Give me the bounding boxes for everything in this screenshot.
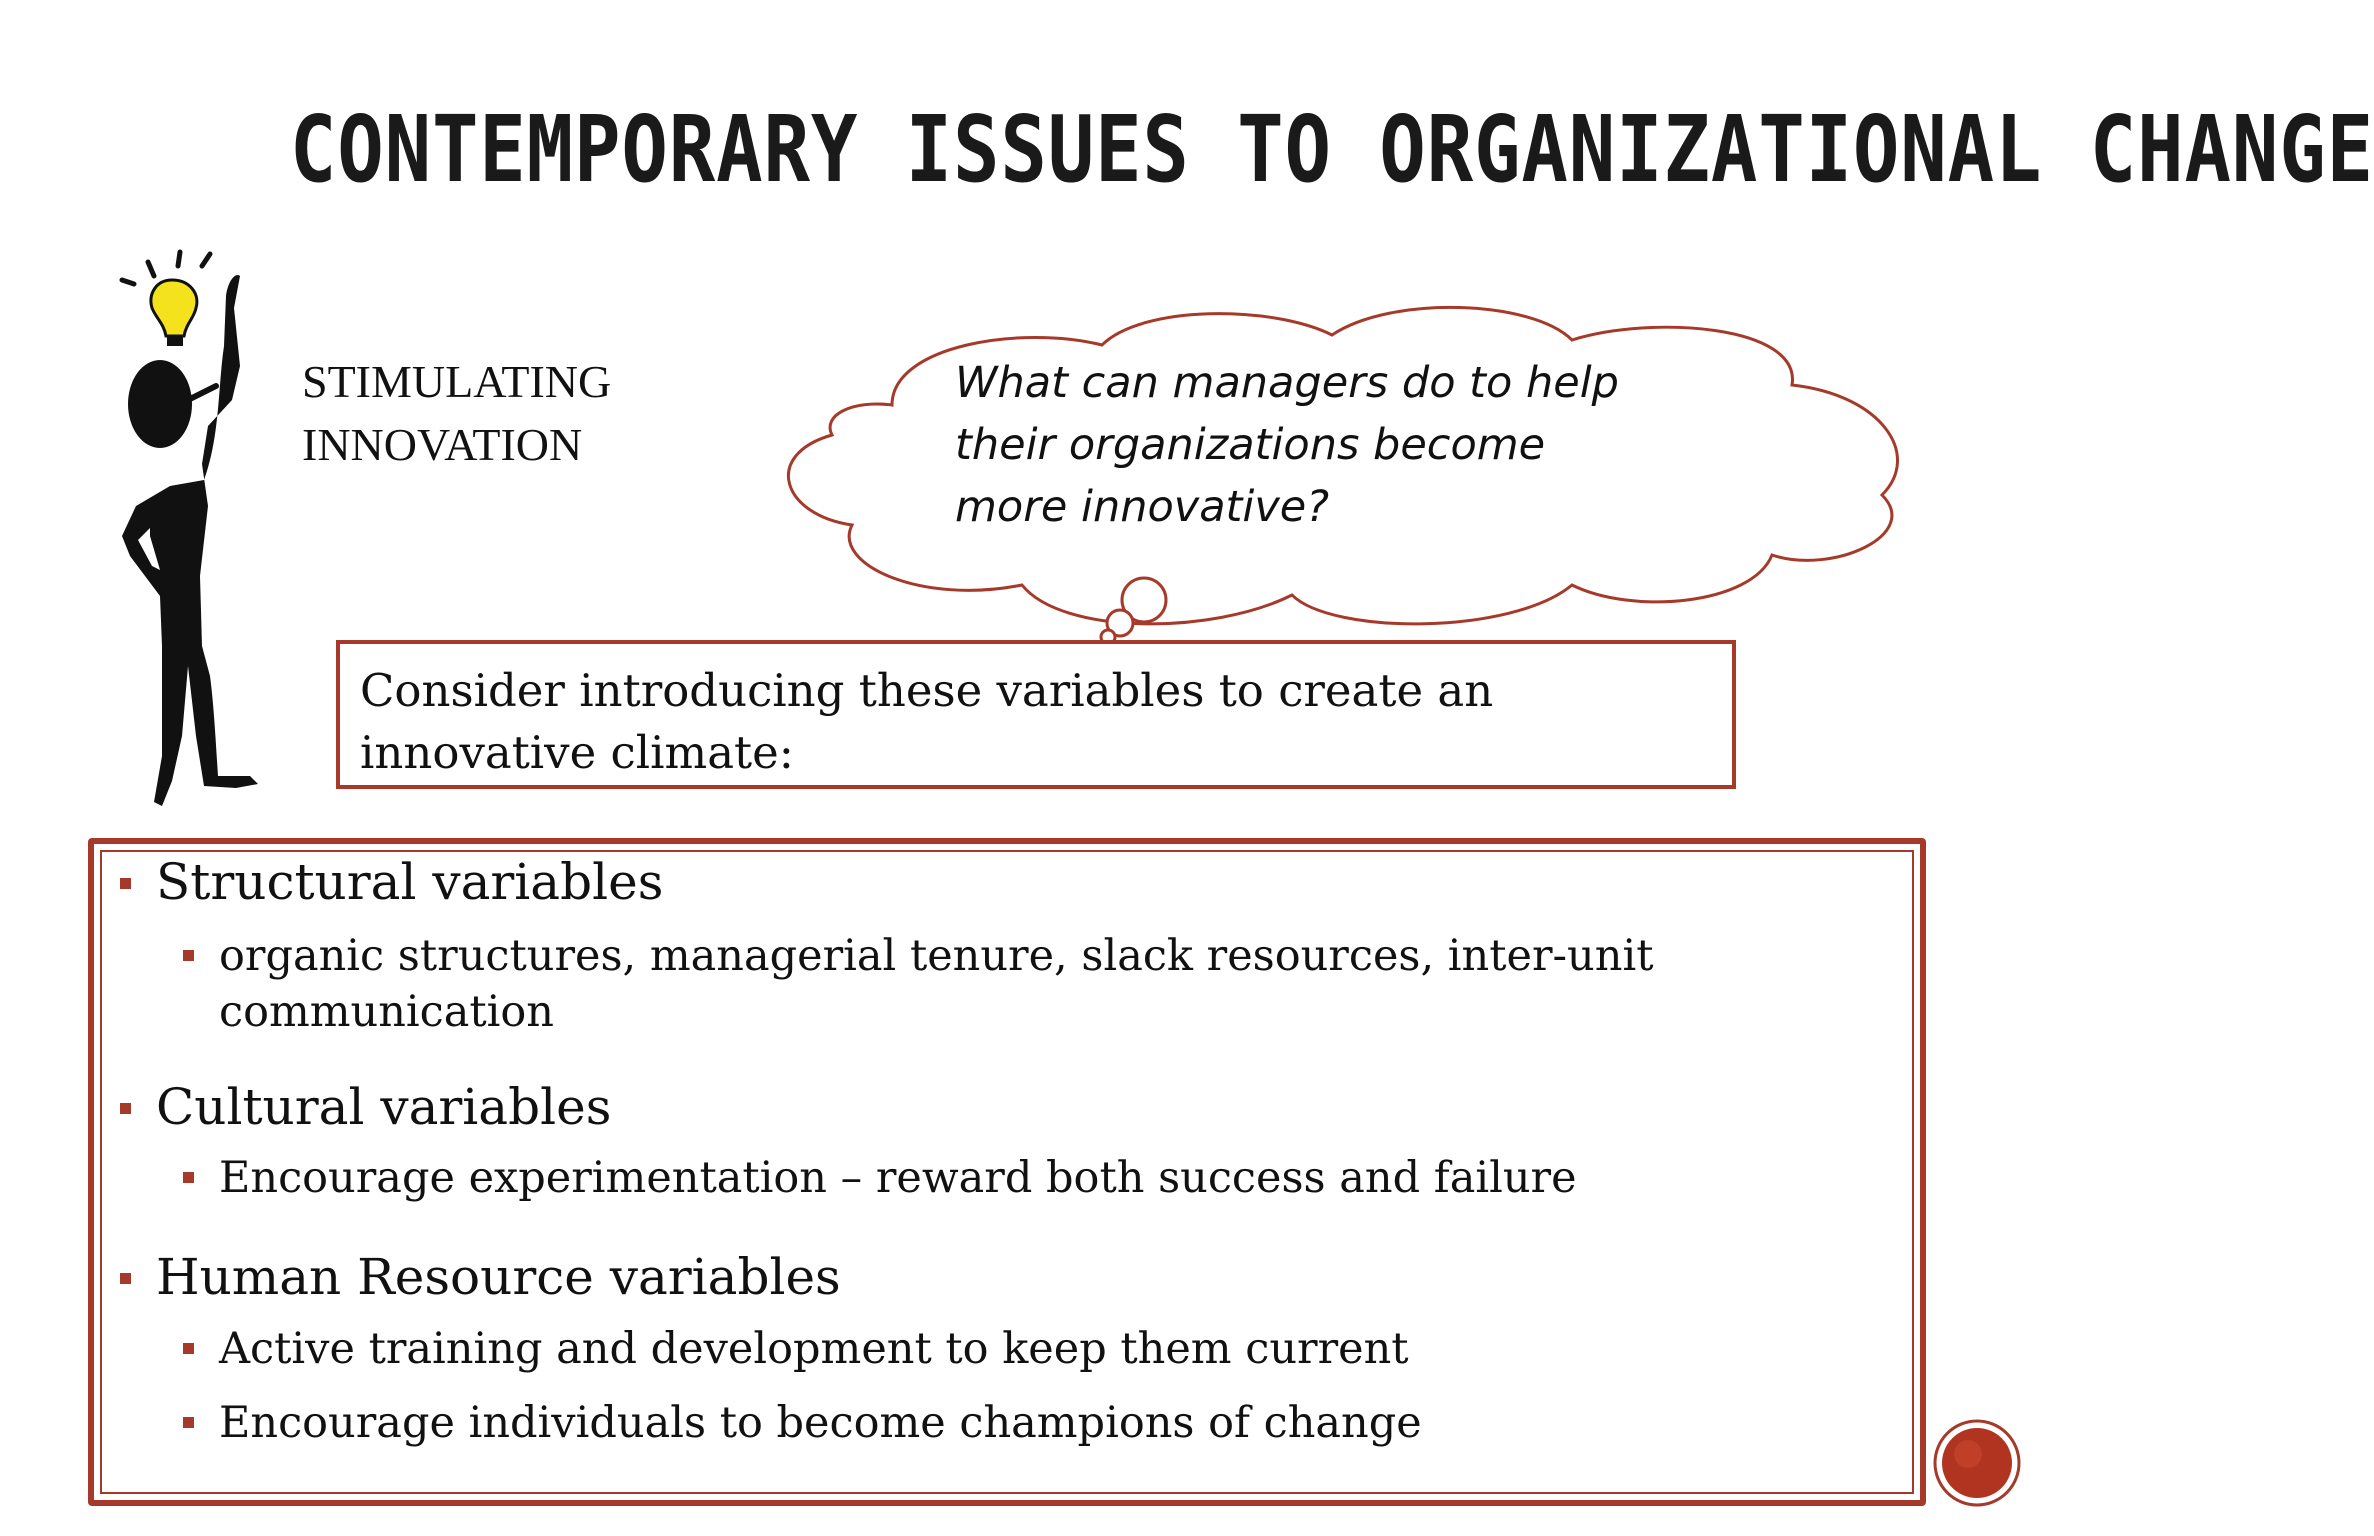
bullet-square-icon <box>120 1103 131 1114</box>
question-line: their organizations become <box>955 420 1546 470</box>
topic-heading <box>302 350 611 476</box>
bullet-heading: Cultural variables <box>156 1078 612 1136</box>
sub-bullet-human-resource <box>219 1395 1422 1451</box>
question-line: What can managers do to help <box>955 358 1619 408</box>
question-line: more innovative? <box>955 482 1330 532</box>
bullet-square-icon <box>183 1343 194 1354</box>
thought-question <box>955 352 1755 538</box>
slide-title: CONTEMPORARY ISSUES TO ORGANIZATIONAL CHANGE <box>289 96 2374 203</box>
sub-bullet-human-resource <box>219 1321 1409 1377</box>
sub-bullet-structural <box>219 928 1653 1040</box>
bullet-square-icon <box>120 1273 131 1284</box>
bullet-square-icon <box>183 1172 194 1183</box>
light-bulb-icon <box>122 252 210 346</box>
sub-bullet-text: Encourage individuals to become champions of change <box>219 1398 1422 1448</box>
bullet-cultural <box>156 1077 611 1137</box>
topic-line: STIMULATING <box>302 356 612 407</box>
intro-line: Consider introducing these variables to create an <box>360 664 1494 717</box>
bullet-square-icon <box>183 950 194 961</box>
intro-box <box>336 640 1736 789</box>
sub-bullet-text: communication <box>219 987 554 1037</box>
bullet-heading: Structural variables <box>156 853 664 911</box>
sub-bullet-text: Encourage experimentation – reward both success and failure <box>219 1153 1577 1203</box>
sub-bullet-text: organic structures, managerial tenure, slack resources, inter-unit <box>219 931 1654 981</box>
bullet-human-resource <box>156 1247 841 1307</box>
bullet-structural <box>156 852 663 912</box>
bullet-heading: Human Resource variables <box>156 1248 841 1306</box>
slide-badge-icon <box>1932 1418 2022 1508</box>
bullet-square-icon <box>120 878 131 889</box>
sub-bullet-text: Active training and development to keep them current <box>219 1324 1409 1374</box>
intro-line: innovative climate: <box>360 726 794 779</box>
topic-line: INNOVATION <box>302 419 583 470</box>
thinking-person-icon <box>90 236 300 808</box>
sub-bullet-cultural <box>219 1150 1577 1206</box>
bullet-square-icon <box>183 1417 194 1428</box>
